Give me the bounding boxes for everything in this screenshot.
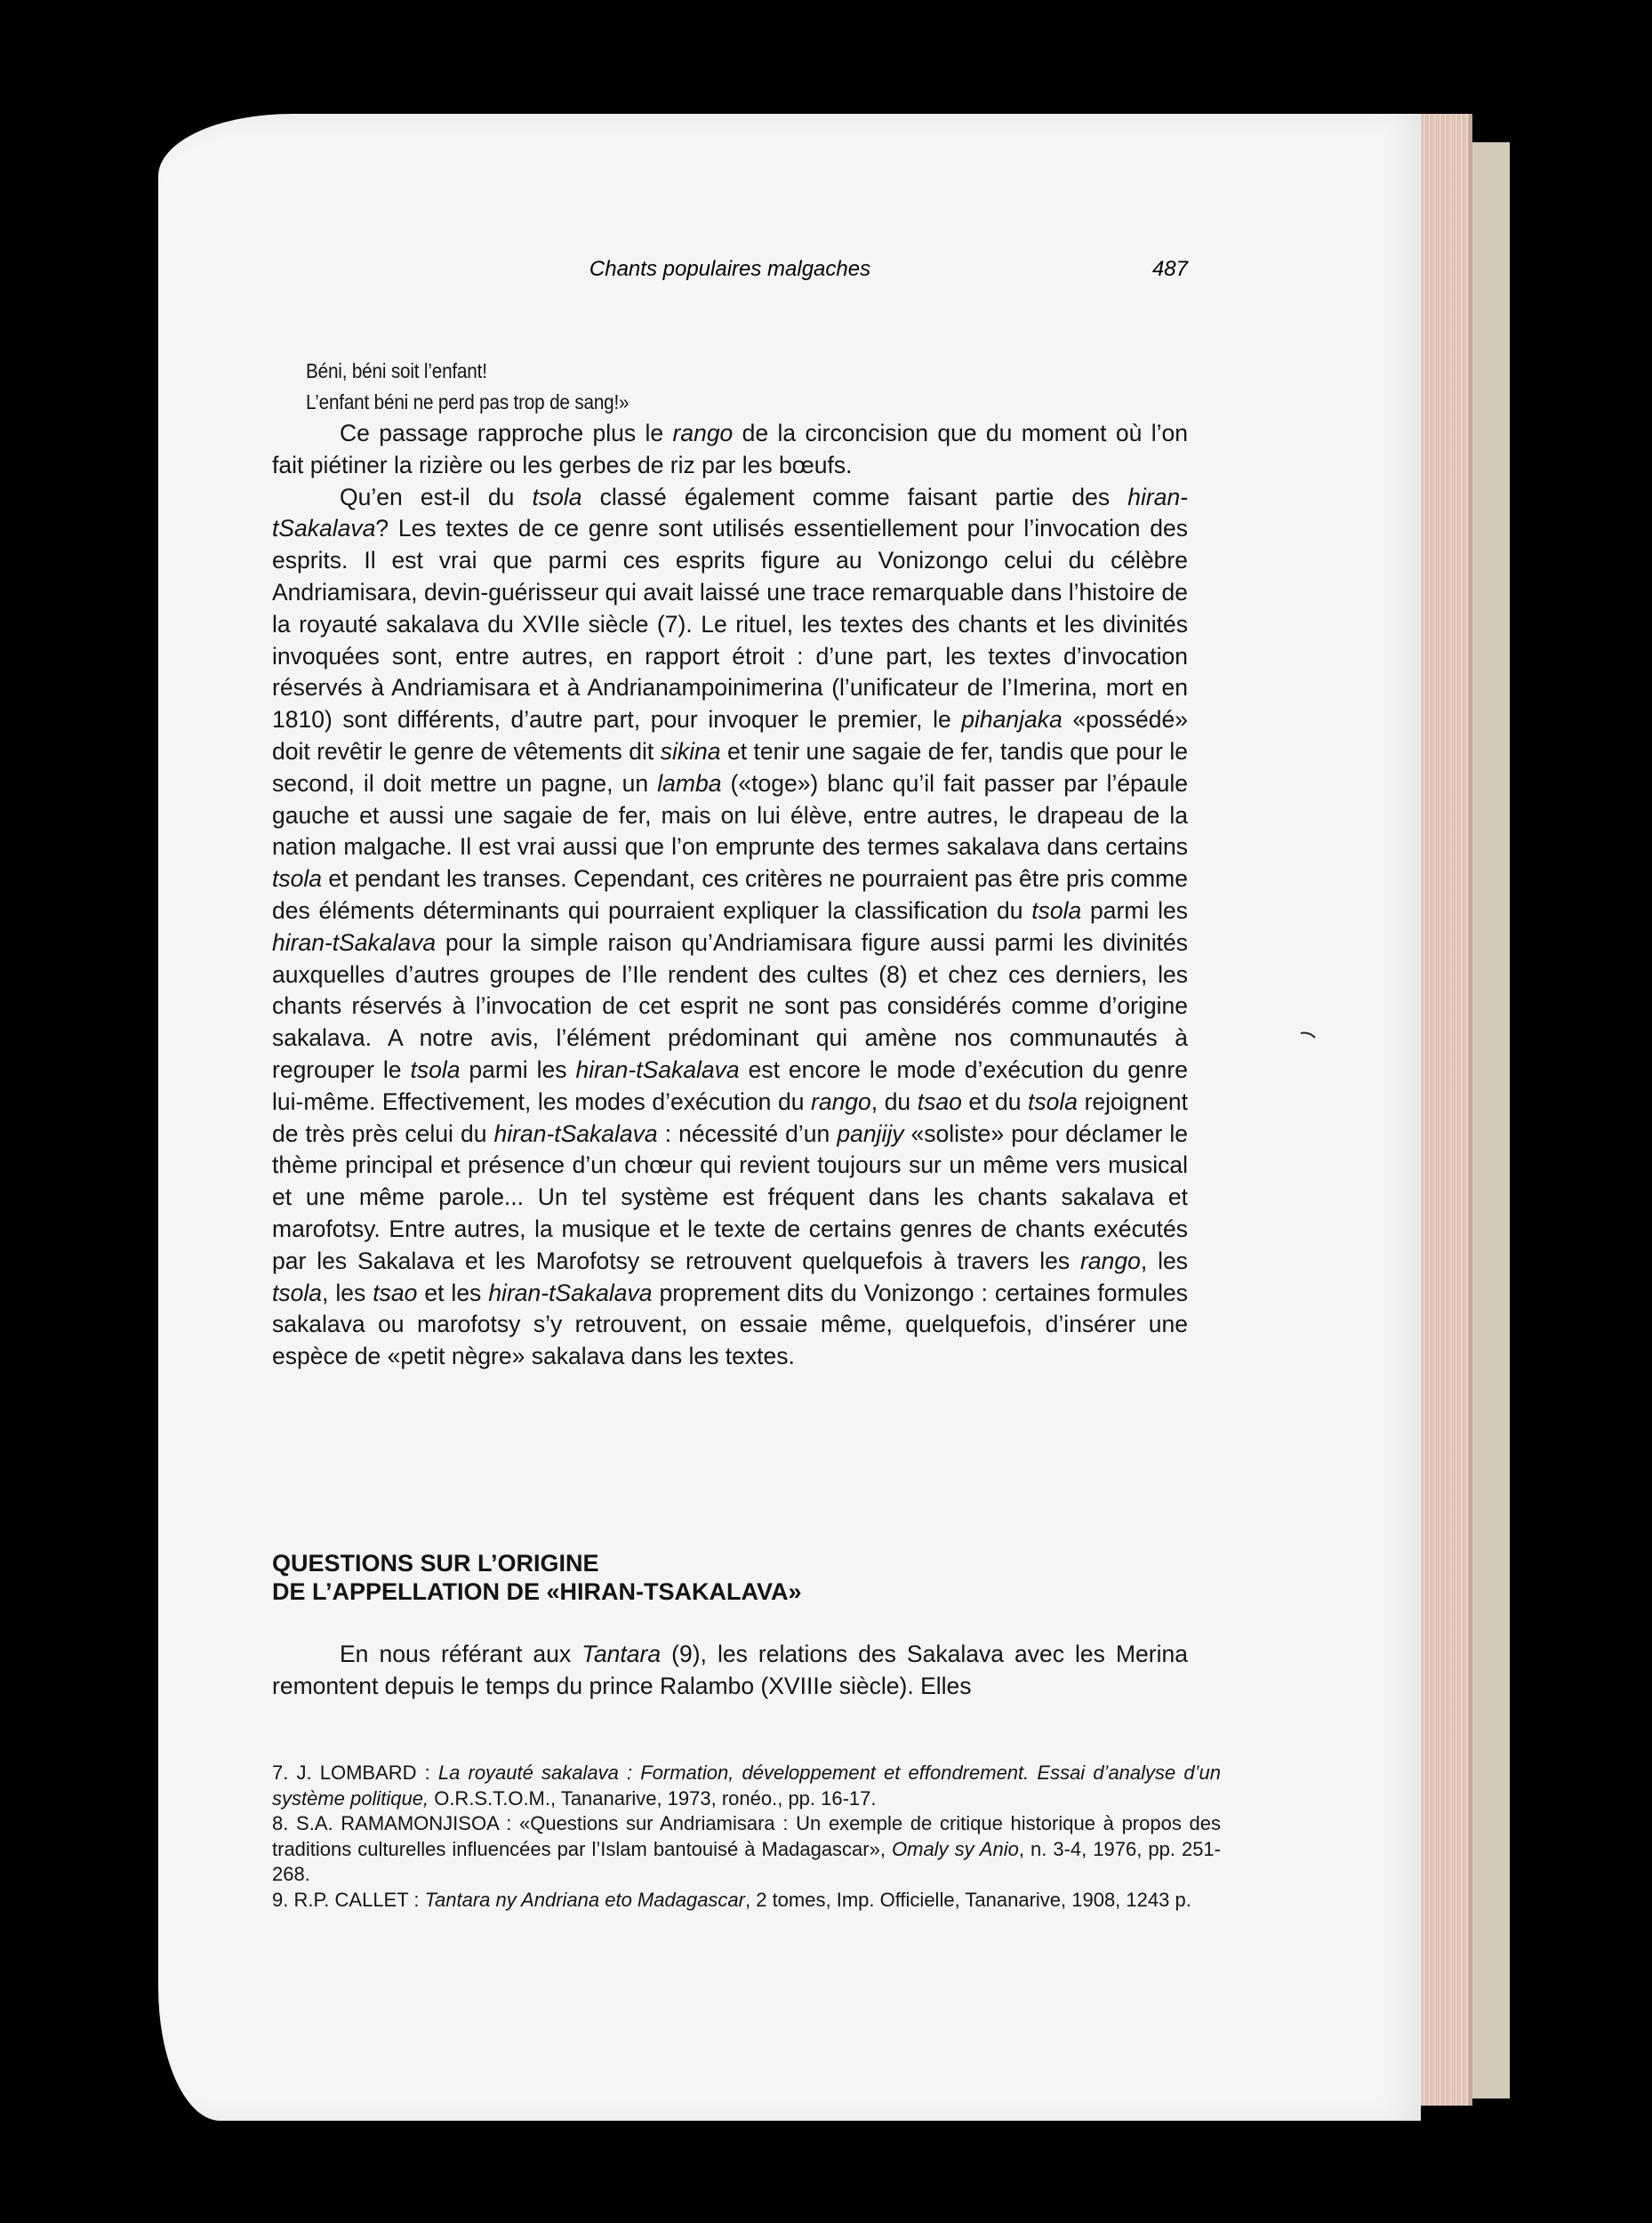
page-header [272,257,1188,293]
text-run: «soliste» pour déclamer le thème principal et présence d’un chœur qui revient toujours sur un même vers musical et une même parole... Un tel système est fréquent dans les chants sakalava et marofotsy. Entre autres, la musique et le texte de certains genres de chants exécutés par les Sakalava et les Marofotsy se retrouvent quelquefois à travers les [272,1120,1188,1274]
italic-term: tsola [1031,896,1082,924]
footnote-8 [272,1811,1221,1888]
text-run: et pendant les transes. Cependant, ces critères ne pourraient pas être pris comme des éléments déterminants qui pourraient expliquer la classification du [272,865,1188,924]
text-run: «possédé» doit revêtir le genre de vêtements dit [272,706,1188,765]
text-run: (9), les relations des Sakalava avec les Merina remontent depuis le temps du prince Ralambo (XVIIIe siècle). Elles [272,1641,1188,1699]
section-heading [272,1549,1188,1606]
verse-line: Béni, béni soit l’enfant! [306,359,487,382]
text-run: («toge») blanc qu’il fait passer par l’épaule gauche et aussi une sagaie de fer, mais on lui élève, entre autres, le drapeau de la nation malgache. Il est vrai aussi que l’on emprunte des termes sakalava dans certains [272,769,1188,861]
text-run: proprement dits du Vonizongo : certaines formules sakalava ou marofotsy s’y retrouvent, on essaie même, quelquefois, d’insérer une espèce de «petit nègre» sakalava dans les textes. [272,1279,1188,1370]
italic-term: pihanjaka [961,706,1063,734]
paragraph [272,418,1188,482]
section-heading-line: DE L’APPELLATION DE «HIRAN-TSAKALAVA» [272,1578,802,1605]
text-run: , du [870,1087,918,1115]
footnote-7 [272,1761,1221,1811]
text-run: Ce passage rapproche plus le [340,420,673,446]
section-heading-line: QUESTIONS SUR L’ORIGINE [272,1550,599,1577]
italic-term: hiran-tSakalava [488,1279,653,1306]
book-cover-board [1467,142,1510,2099]
paragraph [272,482,1188,1373]
italic-term: rango [1080,1247,1141,1274]
text-run: : nécessité d’un [657,1120,838,1147]
verse-line: L’enfant béni ne perd pas trop de sang!» [306,390,630,413]
text-run: Qu’en est-il du [340,483,533,510]
text-run: pour la simple raison qu’Andriamisara figure aussi parmi les divinités auxquelles d’autres groupes de l’Ile rendent des cultes (8) et chez ces derniers, les chants réservés à l’invocation de cet esprit ne sont pas considérés comme d’origine sakalava. A notre avis, l’élément prédominant qui amène nos communautés à regrouper le [272,928,1188,1083]
running-title: Chants populaires malgaches [589,257,871,281]
italic-term: Tantara ny Andriana eto Madagascar [424,1888,745,1911]
text-run: rejoignent de très près celui du [272,1087,1188,1147]
italic-term: tsola [272,1279,322,1306]
italic-term: lamba [657,769,722,797]
italic-term: tsola [410,1055,461,1083]
italic-term: hiran-tSakalava [272,483,1189,542]
italic-term: sikina [660,737,721,765]
text-run: 8. S.A. RAMAMONJISOA : «Questions sur Andriamisara : Un exemple de critique historique à propos des traditions culturelles influencées par l’Islam bantouisé à Madagascar», [272,1812,1221,1860]
text-run: , les [1140,1247,1188,1274]
text-run: et du [961,1087,1029,1115]
italic-term: Omaly sy Anio [892,1837,1019,1860]
italic-term: tsao [373,1279,418,1306]
text-run: est encore le mode d’exécution du genre lui-même. Effectivement, les modes d’exécution du [272,1055,1188,1115]
italic-term: hiran-tSakalava [493,1120,658,1147]
footnote-9 [272,1888,1221,1914]
text-run: classé également comme faisant partie des [581,483,1128,510]
text-run: 7. J. LOMBARD : [272,1762,438,1784]
italic-term: La royauté sakalava : Formation, développement et effondrement. Essai d’analyse d’un système politique, [272,1762,1221,1810]
text-run: ? Les textes de ce genre sont utilisés essentiellement pour l’invocation des esprits. Il est vrai que parmi ces esprits figure au Vonizongo celui du célèbre Andriamisara, devin-guérisseur qui avait laissé une trace remarquable dans l’histoire de la royauté sakalava du XVIIe siècle (7). Le rituel, les textes des chants et les divinités invoquées sont, entre autres, en rapport étroit : d’une part, les textes d’invocation réservés à Andriamisara et à Andrianampoinimerina (l’unificateur de l’Imerina, mort en 1810) sont différents, d’autre part, pour invoquer le premier, le [272,515,1188,734]
italic-term: tsola [272,865,322,893]
italic-term: hiran-tSakalava [575,1055,740,1083]
italic-term: hiran-tSakalava [272,928,437,956]
page-number: 487 [1151,257,1188,281]
verse-quote [306,356,1188,418]
text-run: parmi les [1081,896,1188,924]
paragraph [272,1638,1188,1702]
italic-term: Tantara [581,1641,662,1667]
body-text [272,356,1188,1373]
italic-term: tsola [532,483,582,510]
text-run: et les [417,1279,489,1306]
italic-term: tsola [1028,1087,1079,1115]
text-run: parmi les [460,1055,576,1083]
italic-term: rango [672,420,734,446]
ink-speck [1300,1031,1316,1039]
text-run: En nous référant aux [340,1641,582,1667]
text-run: , 2 tomes, Imp. Officielle, Tananarive, 1908, 1243 p. [745,1888,1191,1911]
section-body [272,1638,1188,1702]
footnotes [272,1761,1221,1913]
italic-term: tsao [917,1087,962,1115]
text-run: , n. 3-4, 1976, pp. 251-268. [272,1837,1221,1885]
text-run: 9. R.P. CALLET : [272,1888,425,1911]
italic-term: panjijy [837,1120,904,1147]
text-run: , les [321,1279,373,1306]
text-run: de la circoncision que du moment où l’on fait piétiner la rizière ou les gerbes de riz par les bœufs. [272,420,1188,478]
italic-term: rango [811,1087,871,1115]
text-run: et tenir une sagaie de fer, tandis que pour le second, il doit mettre un pagne, un [272,737,1188,797]
text-run: O.R.S.T.O.M., Tananarive, 1973, ronéo., pp. 16-17. [429,1786,877,1810]
